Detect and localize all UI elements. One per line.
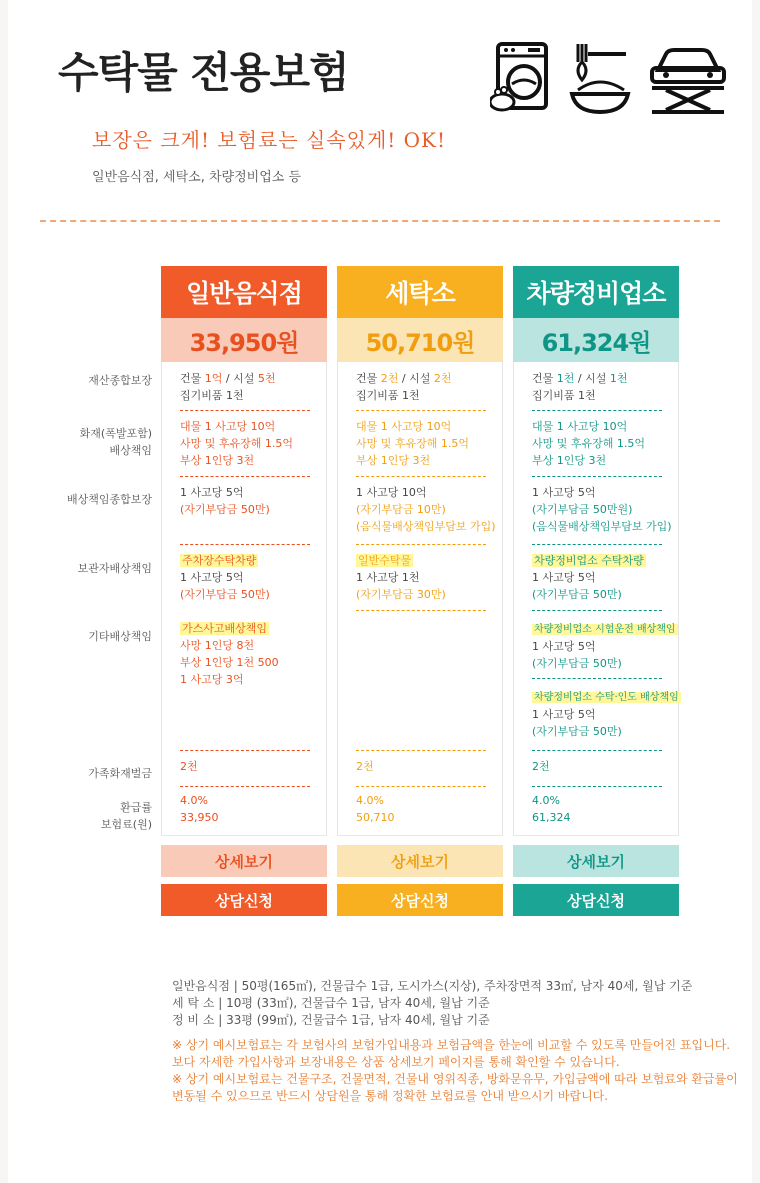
header-icons xyxy=(490,40,730,120)
row-label-property: 재산종합보장 xyxy=(88,374,152,387)
divider xyxy=(532,410,662,411)
other-cell: 가스사고배상책임 사망 1인당 8천 부상 1인당 1천 500 1 사고당 3억 xyxy=(180,622,279,686)
family-fire-cell: 2천 xyxy=(180,760,198,773)
plan-price: 50,710원 xyxy=(337,318,503,362)
plan-price: 33,950원 xyxy=(161,318,327,362)
detail-button-restaurant[interactable]: 상세보기 xyxy=(161,845,327,877)
row-label-liability: 배상책임종합보장 xyxy=(66,493,152,506)
row-label-family-fire: 가족화재벌금 xyxy=(88,767,152,780)
consult-button-laundry[interactable]: 상담신청 xyxy=(337,884,503,916)
divider xyxy=(532,610,662,611)
consult-button-restaurant[interactable]: 상담신청 xyxy=(161,884,327,916)
plan-details xyxy=(337,362,503,836)
disclaimer-line: 변동될 수 있으므로 반드시 상담원을 통해 정확한 보험료를 안내 받으시기 바랍니다. xyxy=(172,1089,609,1103)
refund-cell: 4.0% 50,710 xyxy=(356,794,395,824)
section-divider xyxy=(40,220,720,222)
disclaimer-notes xyxy=(172,1037,738,1105)
basis-notes xyxy=(172,978,692,1029)
plan-column-restaurant xyxy=(161,266,327,836)
liability-cell: 1 사고당 5억 (자기부담금 50만) xyxy=(180,486,270,516)
plan-price: 61,324원 xyxy=(513,318,679,362)
divider xyxy=(180,476,310,477)
custody-cell: 차량정비업소 수탁차량 1 사고당 5억 (자기부담금 50만) xyxy=(532,554,644,601)
noodle-bowl-icon xyxy=(568,40,632,116)
plan-name: 세탁소 xyxy=(337,266,503,318)
washing-machine-icon xyxy=(490,40,552,116)
row-label-other: 기타배상책임 xyxy=(88,630,152,643)
page-subtitle: 보장은 크게! 보험료는 실속있게! OK! xyxy=(92,128,447,152)
divider xyxy=(180,786,310,787)
fire-cell: 대물 1 사고당 10억 사망 및 후유장해 1.5억 부상 1인당 3천 xyxy=(180,420,293,467)
divider xyxy=(356,476,486,477)
divider xyxy=(180,544,310,545)
row-label-refund xyxy=(0,799,152,833)
consult-button-car-repair[interactable]: 상담신청 xyxy=(513,884,679,916)
row-label-fire xyxy=(0,425,152,459)
plan-column-car-repair xyxy=(513,266,679,836)
divider xyxy=(532,476,662,477)
row-label-custody: 보관자배상책임 xyxy=(77,562,152,575)
page-title: 수탁물 전용보험 xyxy=(58,48,349,97)
family-fire-cell: 2천 xyxy=(356,760,374,773)
plan-name: 일반음식점 xyxy=(161,266,327,318)
plan-name: 차량정비업소 xyxy=(513,266,679,318)
page-description: 일반음식점, 세탁소, 차량정비업소 등 xyxy=(92,170,302,185)
divider xyxy=(356,786,486,787)
refund-cell: 4.0% 61,324 xyxy=(532,794,571,824)
property-cell: 건물 1억 / 시설 5천 집기비품 1천 xyxy=(180,372,276,402)
divider xyxy=(532,786,662,787)
plan-column-laundry xyxy=(337,266,503,836)
liability-cell: 1 사고당 5억 (자기부담금 50만원) (음식물배상책임부담보 가입) xyxy=(532,486,672,533)
refund-cell: 4.0% 33,950 xyxy=(180,794,219,824)
basis-line: 정 비 소 | 33평 (99㎡), 건물급수 1급, 남자 40세, 월납 기준 xyxy=(172,1013,490,1027)
custody-cell: 일반수탁물 1 사고당 1천 (자기부담금 30만) xyxy=(356,554,446,601)
other2-cell: 차량정비업소 수탁·인도 배상책임 1 사고당 5억 (자기부담금 50만) xyxy=(532,692,679,738)
divider xyxy=(532,678,662,679)
divider xyxy=(356,610,486,611)
row-label-fire-line1: 화재(폭발포함) xyxy=(79,427,152,440)
row-label-fire-line2: 배상책임 xyxy=(109,444,152,457)
divider xyxy=(180,410,310,411)
row-label-refund-rate: 환급률 xyxy=(120,801,152,814)
divider xyxy=(180,750,310,751)
detail-button-laundry[interactable]: 상세보기 xyxy=(337,845,503,877)
other-cell: 차량정비업소 시험운전 배상책임 1 사고당 5억 (자기부담금 50만) xyxy=(532,624,676,670)
plan-details xyxy=(161,362,327,836)
custody-cell: 주차장수탁차량 1 사고당 5억 (자기부담금 50만) xyxy=(180,554,270,601)
property-cell: 건물 1천 / 시설 1천 집기비품 1천 xyxy=(532,372,628,402)
row-label-premium: 보험료(원) xyxy=(100,818,152,831)
divider xyxy=(356,750,486,751)
liability-cell: 1 사고당 10억 (자기부담금 10만) (음식물배상책임부담보 가입) xyxy=(356,486,496,533)
disclaimer-line: 보다 자세한 가입사항과 보장내용은 상품 상세보기 페이지를 통해 확인할 수 있습니다. xyxy=(172,1055,620,1069)
property-cell: 건물 2천 / 시설 2천 집기비품 1천 xyxy=(356,372,452,402)
disclaimer-line: ※ 상기 예시보험료는 각 보험사의 보험가입내용과 보험금액을 한눈에 비교할 수 있도록 만들어진 표입니다. xyxy=(172,1038,731,1052)
basis-line: 세 탁 소 | 10평 (33㎡), 건물급수 1급, 남자 40세, 월납 기준 xyxy=(172,996,490,1010)
fire-cell: 대물 1 사고당 10억 사망 및 후유장해 1.5억 부상 1인당 3천 xyxy=(532,420,645,467)
fire-cell: 대물 1 사고당 10억 사망 및 후유장해 1.5억 부상 1인당 3천 xyxy=(356,420,469,467)
divider xyxy=(532,750,662,751)
divider xyxy=(356,410,486,411)
basis-line: 일반음식점 | 50평(165㎡), 건물급수 1급, 도시가스(지상), 주차장면적 33㎡, 남자 40세, 월납 기준 xyxy=(172,979,693,993)
disclaimer-line: ※ 상기 예시보험료는 건물구조, 건물면적, 건물내 영위직종, 방화문유무, 가입금액에 따라 보험료와 환급률이 xyxy=(172,1072,738,1086)
divider xyxy=(356,544,486,545)
car-lift-icon xyxy=(648,40,728,116)
detail-button-car-repair[interactable]: 상세보기 xyxy=(513,845,679,877)
plan-details xyxy=(513,362,679,836)
family-fire-cell: 2천 xyxy=(532,760,550,773)
divider xyxy=(532,544,662,545)
